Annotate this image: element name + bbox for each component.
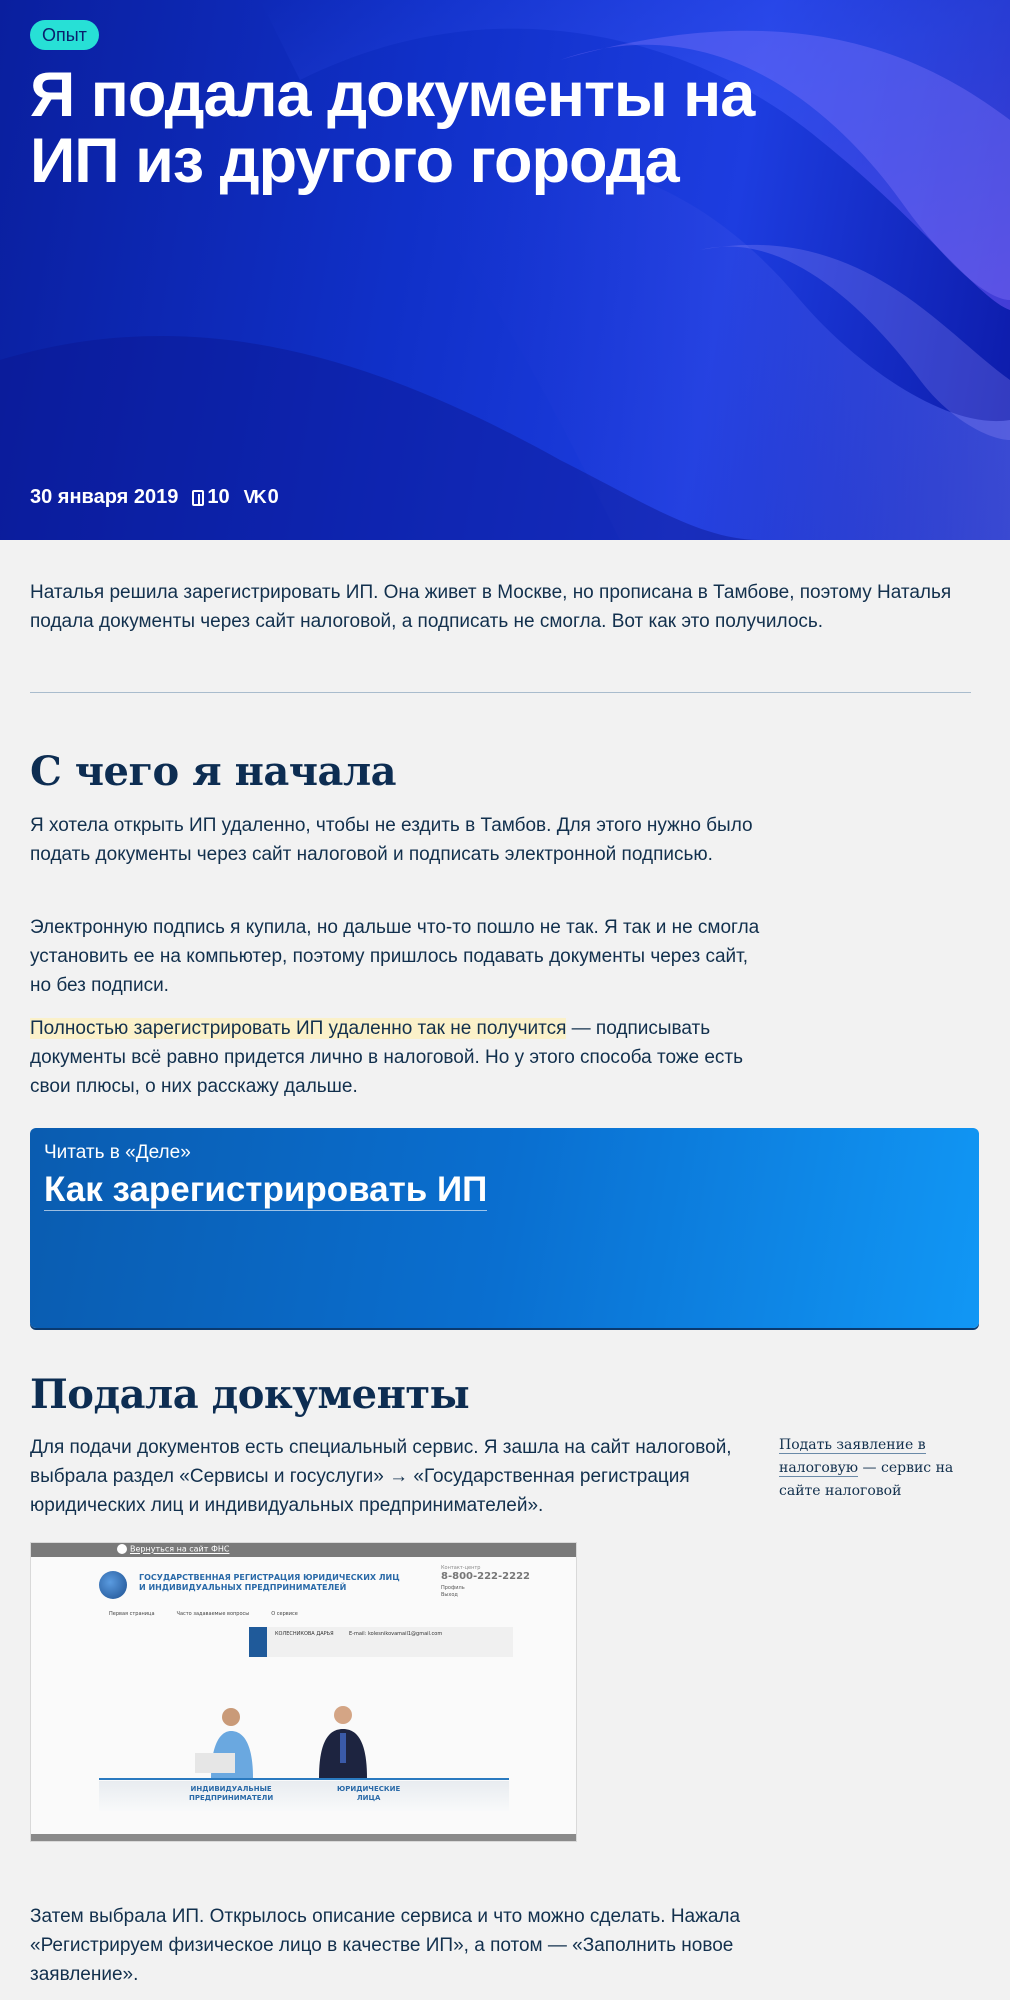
screenshot-user-panel: КОЛЕСНИКОВА ДАРЬЯ E-mail: kolesnikovamail1@gmail.com xyxy=(249,1627,513,1657)
user-avatar-icon xyxy=(249,1627,267,1657)
vk-icon: VK xyxy=(243,487,265,507)
screenshot-topbar xyxy=(31,1543,577,1557)
article-title: Я подала документы на ИП из другого города xyxy=(30,60,755,196)
screenshot-tiles xyxy=(99,1781,509,1811)
paragraph-with-highlight xyxy=(30,1014,770,1101)
tile-individual-entrepreneurs: ИНДИВИДУАЛЬНЫЕ ПРЕДПРИНИМАТЕЛИ xyxy=(189,1785,274,1802)
tile-legal-entities: ЮРИДИЧЕСКИЕ ЛИЦА xyxy=(337,1785,401,1802)
screenshot-bottombar xyxy=(31,1834,577,1841)
fns-logo-icon xyxy=(99,1571,127,1599)
paragraph-text: — подписывать документы всё равно придется лично в налоговой. Но у этого способа тоже есть свои плюсы, о них расскажу дальше. xyxy=(30,1018,744,1097)
vk-share[interactable] xyxy=(244,486,279,509)
paragraph: Электронную подпись я купила, но дальше что-то пошло не так. Я так и не смогла установить ее на компьютер, поэтому пришлось подавать документы через сайт, но без подписи. xyxy=(30,917,760,996)
highlighted-text: Полностью зарегистрировать ИП удаленно так не получится xyxy=(30,1018,567,1039)
people-illustration xyxy=(191,1703,391,1778)
screenshot-back-link: Вернуться на сайт ФНС xyxy=(117,1544,229,1554)
side-note-text: — сервис на сайте налоговой xyxy=(779,1460,954,1499)
screenshot-nav-item: Часто задаваемые вопросы xyxy=(176,1611,250,1617)
screenshot-phone-label: Контакт-центр xyxy=(441,1565,481,1571)
paragraph: Для подачи документов есть специальный сервис. Я зашла на сайт налоговой, выбрала раздел «Сервисы и госуслуги» → «Государственная регистрация юридических лиц и индивидуальных предпринимателей». xyxy=(30,1437,732,1516)
divider xyxy=(30,692,971,693)
paragraph: Я хотела открыть ИП удаленно, чтобы не ездить в Тамбов. Для этого нужно было подать документы через сайт налоговой и подписать электронной подписью. xyxy=(30,815,753,865)
publish-date: 30 января 2019 xyxy=(30,486,179,508)
screenshot-nav-item: Первая страница xyxy=(109,1611,155,1617)
section-heading-documents: Подала документы xyxy=(30,1371,470,1418)
read-also-card[interactable] xyxy=(30,1128,979,1328)
facebook-share[interactable] xyxy=(192,486,229,509)
side-note xyxy=(779,1434,994,1503)
fns-service-screenshot xyxy=(30,1542,577,1842)
article-meta xyxy=(30,486,279,509)
category-tag[interactable]: Опыт xyxy=(30,20,99,50)
screenshot-header: ГОСУДАРСТВЕННАЯ РЕГИСТРАЦИЯ ЮРИДИЧЕСКИХ ЛИЦ И ИНДИВИДУАЛЬНЫХ ПРЕДПРИНИМАТЕЛЕЙ xyxy=(139,1573,400,1592)
hero-banner xyxy=(0,0,1010,540)
screenshot-profile-links: Профиль Выход xyxy=(441,1585,465,1598)
paragraph: Затем выбрала ИП. Открылось описание сервиса и что можно сделать. Нажала «Регистрируем физическое лицо в качестве ИП», а потом — «Заполнить новое заявление». xyxy=(30,1906,741,1985)
facebook-count: 10 xyxy=(207,486,230,508)
screenshot-nav-item: О сервисе xyxy=(271,1611,298,1617)
read-also-kicker: Читать в «Деле» xyxy=(44,1142,191,1163)
section-heading-start: С чего я начала xyxy=(30,748,397,795)
back-arrow-icon xyxy=(117,1544,127,1554)
screenshot-nav xyxy=(109,1611,298,1617)
facebook-icon xyxy=(192,490,204,506)
read-also-title-link[interactable]: Как зарегистрировать ИП xyxy=(44,1170,488,1209)
side-note-link[interactable]: Подать заявление в налоговую xyxy=(779,1437,926,1476)
article-lead: Наталья решила зарегистрировать ИП. Она живет в Москве, но прописана в Тамбове, поэтому Наталья подала документы через сайт налоговой, а подписать не смогла. Вот как это получилось. xyxy=(30,582,952,632)
screenshot-tile-bar xyxy=(99,1778,509,1780)
screenshot-phone: 8-800-222-2222 xyxy=(441,1571,530,1582)
vk-count: 0 xyxy=(267,486,279,508)
